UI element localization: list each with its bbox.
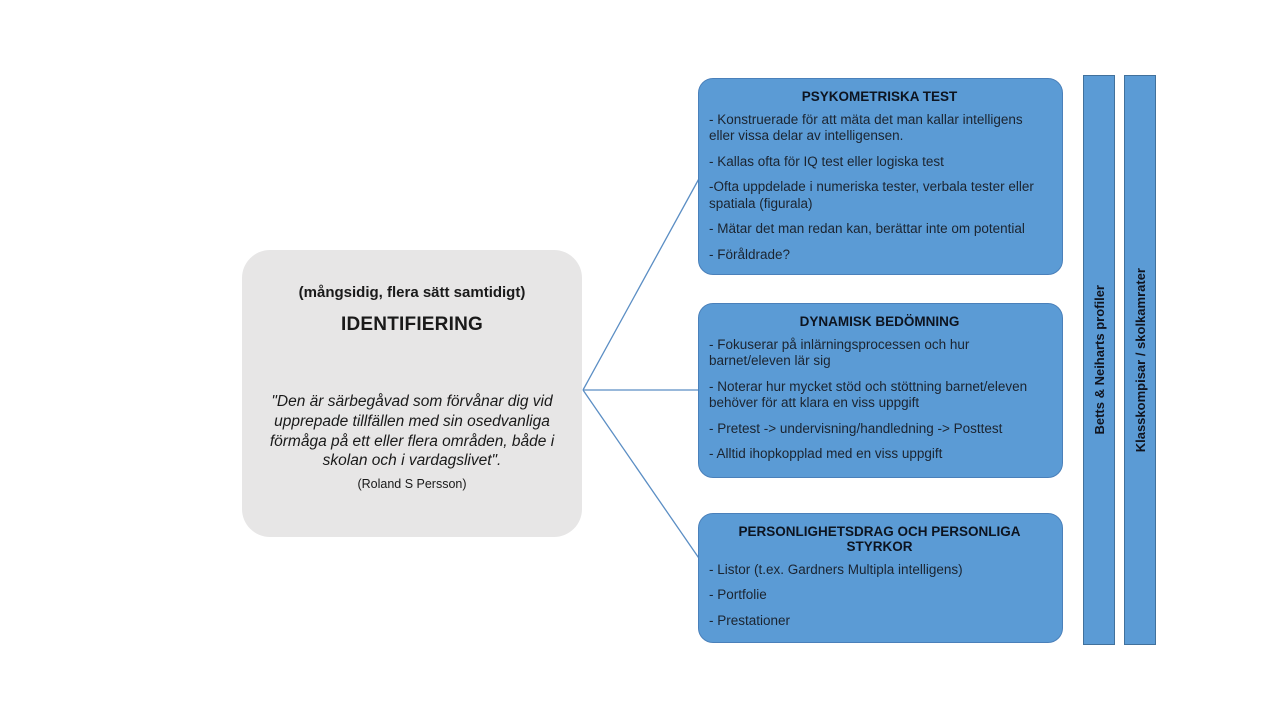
box-item: -Ofta uppdelade i numeriska tester, verbala tester eller spatiala (figurala) [709, 179, 1034, 211]
psykometriska-test-box [698, 78, 1063, 275]
box-title: PSYKOMETRISKA TEST [801, 89, 958, 104]
box-item: - Kallas ofta för IQ test eller logiska test [709, 153, 944, 169]
card-quote: "Den är särbegåvad som förvånar dig vid upprepade tillfällen med sin osedvanliga förmåga på ett eller flera områden, både i skolan och i vardagslivet". [269, 393, 555, 470]
card-title: IDENTIFIERING [341, 314, 483, 335]
klasskompisar-label: Klasskompisar / skolkamrater [1132, 267, 1148, 453]
box-item: - Noterar hur mycket stöd och stöttning barnet/eleven behöver för att klara en viss uppgift [709, 378, 1028, 411]
box-item: - Listor (t.ex. Gardners Multipla intelligens) [709, 562, 963, 577]
box-item: - Konstruerade för att mäta det man kallar intelligens eller vissa delar av intelligensen. [709, 112, 1023, 144]
box-title: DYNAMISK BEDÖMNING [799, 314, 960, 329]
dynamisk-bedomning-box [698, 303, 1063, 478]
box-item: - Prestationer [709, 612, 791, 628]
betts-neiharts-label: Betts & Neiharts profiler [1091, 285, 1107, 435]
box-item: - Fokuserar på inlärningsprocessen och hur barnet/eleven lär sig [709, 337, 970, 369]
box-item: - Mätar det man redan kan, berättar inte om potential [709, 221, 1025, 237]
box-item: - Pretest -> undervisning/handledning -> Posttest [709, 420, 1003, 436]
box-item: - Portfolie [709, 587, 767, 603]
connector-top [583, 175, 701, 390]
identifiering-card [242, 250, 582, 537]
klasskompisar-bar [1124, 75, 1156, 645]
box-title: PERSONLIGHETSDRAG OCH PERSONLIGA STYRKOR [738, 524, 1021, 554]
box-item: - Alltid ihopkopplad med en viss uppgift [709, 446, 943, 462]
betts-neiharts-bar [1083, 75, 1115, 645]
box-item: - Föråldrade? [709, 246, 791, 262]
connector-bottom [583, 390, 705, 567]
personlighetsdrag-box [698, 513, 1063, 643]
card-attribution: (Roland S Persson) [357, 477, 467, 492]
card-subtitle: (mångsidig, flera sätt samtidigt) [298, 284, 526, 301]
